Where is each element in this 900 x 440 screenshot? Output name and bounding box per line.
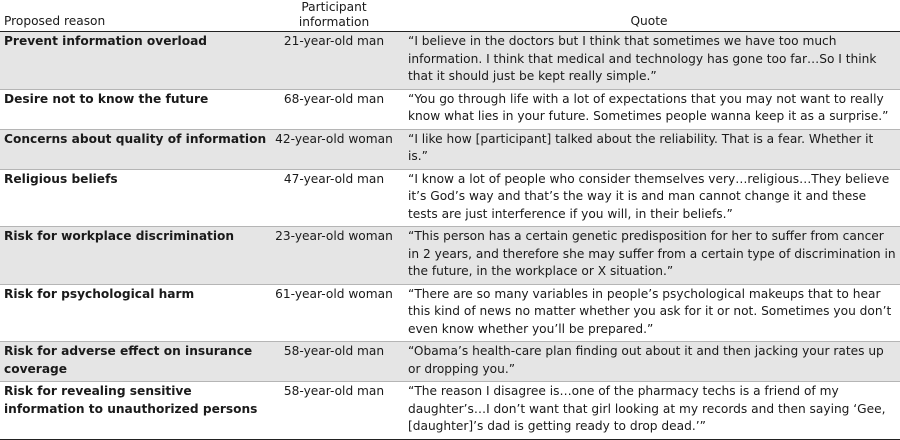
reason-cell: Risk for workplace discrimination xyxy=(0,227,270,285)
participant-cell: 61-year-old woman xyxy=(270,284,398,342)
quote-cell: “I like how [participant] talked about the reliability. That is a fear. Whether it is.” xyxy=(398,129,900,169)
reason-cell: Concerns about quality of information xyxy=(0,129,270,169)
quote-cell: “You go through life with a lot of expectations that you may not want to really know what lies in your future. Sometimes people wanna keep it as a surprise.” xyxy=(398,89,900,129)
participant-cell: 42-year-old woman xyxy=(270,129,398,169)
table-row xyxy=(0,169,900,227)
table-body xyxy=(0,32,900,440)
reason-cell: Risk for adverse effect on insurance coverage xyxy=(0,342,270,382)
reason-cell: Risk for psychological harm xyxy=(0,284,270,342)
table-row xyxy=(0,284,900,342)
header-row xyxy=(0,0,900,32)
table-row xyxy=(0,227,900,285)
table-row xyxy=(0,32,900,90)
reason-cell: Risk for revealing sensitive information to unauthorized persons xyxy=(0,382,270,440)
header-proposed-reason: Proposed reason xyxy=(0,0,270,32)
header-participant-information xyxy=(270,0,398,32)
reason-cell: Religious beliefs xyxy=(0,169,270,227)
table-row xyxy=(0,382,900,440)
quote-cell: “I know a lot of people who consider themselves very…religious…They believe it’s God’s way and that’s the way it is and man cannot change it and these tests are just interference if you will, in their beliefs.” xyxy=(398,169,900,227)
participant-cell: 23-year-old woman xyxy=(270,227,398,285)
header-participant-line1: Participant xyxy=(301,0,367,14)
participant-cell: 58-year-old man xyxy=(270,382,398,440)
participant-cell: 68-year-old man xyxy=(270,89,398,129)
quote-cell: “There are so many variables in people’s psychological makeups that to hear this kind of news no matter whether you ask for it or not. Sometimes you don’t even know whether you’ll be prepared.” xyxy=(398,284,900,342)
quote-cell: “Obama’s health-care plan finding out about it and then jacking your rates up or dropping you.” xyxy=(398,342,900,382)
participant-cell: 47-year-old man xyxy=(270,169,398,227)
quote-cell: “The reason I disagree is…one of the pharmacy techs is a friend of my daughter’s…I don’t want that girl looking at my records and then saying ‘Gee, [daughter]’s dad is getting ready to drop dead.’” xyxy=(398,382,900,440)
header-participant-line2: information xyxy=(298,15,370,29)
participant-cell: 21-year-old man xyxy=(270,32,398,90)
quote-cell: “I believe in the doctors but I think that sometimes we have too much information. I think that medical and technology has gone too far…So I think that it should just be kept really simple.” xyxy=(398,32,900,90)
table-row xyxy=(0,342,900,382)
participant-cell: 58-year-old man xyxy=(270,342,398,382)
reason-cell: Prevent information overload xyxy=(0,32,270,90)
reason-cell: Desire not to know the future xyxy=(0,89,270,129)
header-quote: Quote xyxy=(398,0,900,32)
quote-cell: “This person has a certain genetic predisposition for her to suffer from cancer in 2 years, and therefore she may suffer from a certain type of discrimination in the future, in the workplace or X situation.” xyxy=(398,227,900,285)
table-header xyxy=(0,0,900,32)
table-row xyxy=(0,89,900,129)
table-row xyxy=(0,129,900,169)
